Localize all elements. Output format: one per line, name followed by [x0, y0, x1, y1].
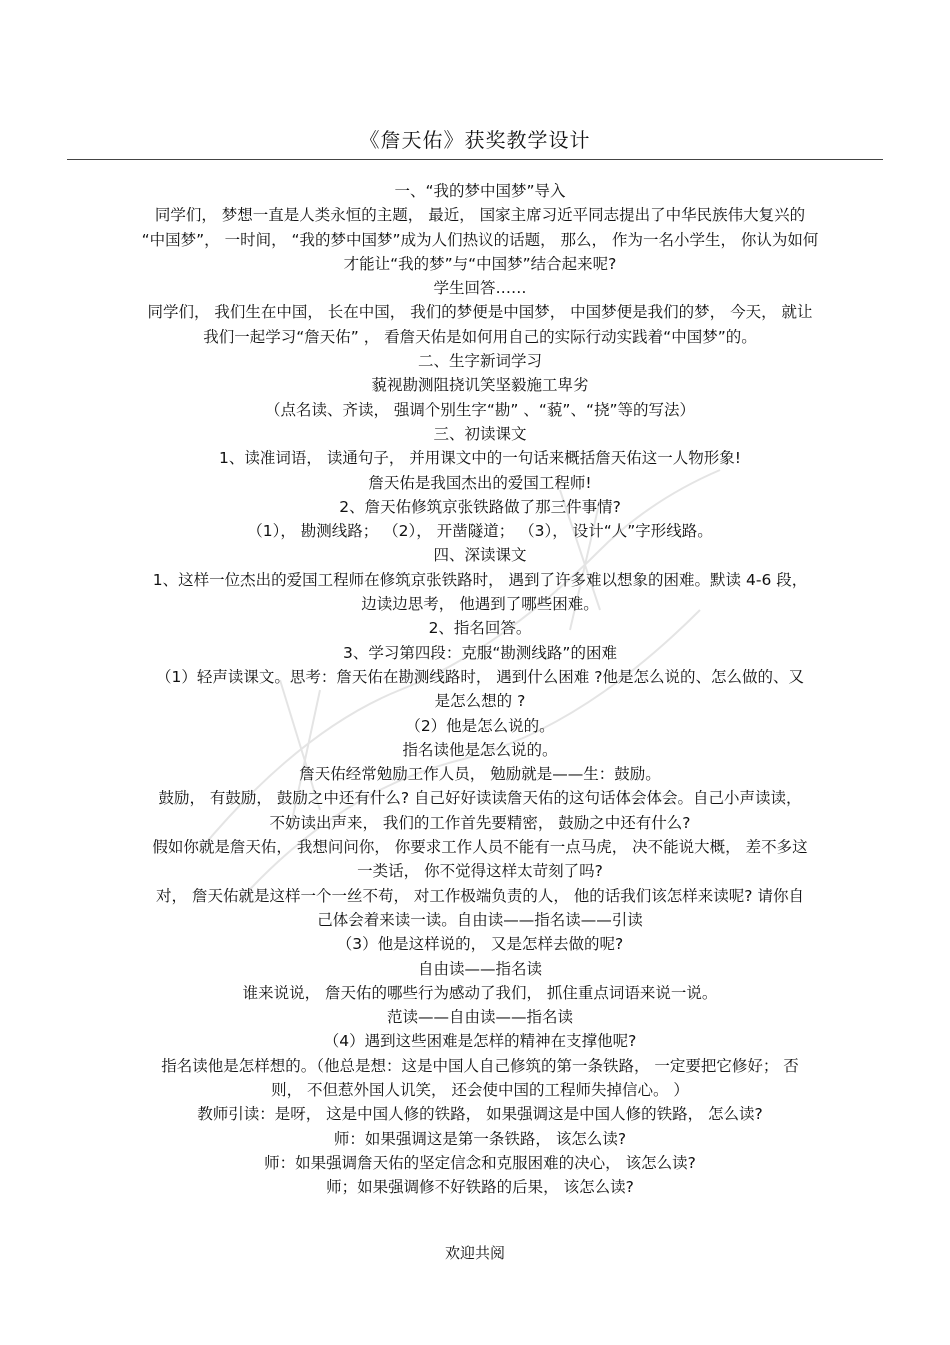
- text-line: 一类话， 你不觉得这样太苛刻了吗?: [357, 862, 603, 881]
- title-divider: [67, 159, 883, 160]
- text-line: 指名读他是怎么说的。: [402, 740, 558, 759]
- text-line: 谁来说说， 詹天佑的哪些行为感动了我们， 抓住重点词语来说一说。: [242, 983, 718, 1002]
- text-line: 詹天佑经常勉励工作人员， 勉励就是——生：鼓励。: [299, 765, 661, 784]
- text-line: 范读——自由读——指名读: [386, 1008, 573, 1027]
- text-line: 对， 詹天佑就是这样一个一丝不苟， 对工作极端负责的人， 他的话我们该怎样来读呢? 请你自: [156, 886, 804, 905]
- text-line: （1）轻声读课文。思考：詹天佑在勘测线路时， 遇到什么困难 ?他是怎么说的、怎么做的、又: [156, 667, 804, 686]
- text-line: 2、指名回答。: [428, 619, 532, 638]
- document-title: 《詹天佑》获奖教学设计: [359, 128, 591, 152]
- text-line: （3）他是这样说的， 又是怎样去做的呢?: [336, 935, 624, 954]
- document-body: [75, 179, 885, 1199]
- text-line: 自由读——指名读: [417, 959, 542, 978]
- text-line: 詹天佑是我国杰出的爱国工程师!: [368, 473, 592, 492]
- text-line: 则， 不但惹外国人讥笑， 还会使中国的工程师失掉信心。 ）: [271, 1080, 689, 1099]
- text-line: 同学们， 梦想一直是人类永恒的主题， 最近， 国家主席习近平同志提出了中华民族伟大复兴的: [154, 206, 806, 225]
- text-line: 2、詹天佑修筑京张铁路做了那三件事情?: [339, 497, 621, 516]
- text-line: （1）， 勘测线路； （2）， 开凿隧道； （3）， 设计“人”字形线路。: [247, 522, 713, 541]
- text-line: 藐视勘测阻挠讥笑坚毅施工卑劣: [371, 376, 589, 395]
- text-line: （4）遇到这些困难是怎样的精神在支撑他呢?: [323, 1032, 637, 1051]
- text-line: 三、初读课文: [433, 424, 527, 443]
- text-line: 指名读他是怎样想的。（他总是想：这是中国人自己修筑的第一条铁路， 一定要把它修好； 否: [161, 1056, 799, 1075]
- text-line: 才能让“我的梦”与“中国梦”结合起来呢?: [343, 254, 617, 273]
- text-line: 一、“我的梦中国梦”导入: [394, 182, 566, 200]
- page-footer: 欢迎共阅: [444, 1244, 505, 1262]
- text-line: 同学们， 我们生在中国， 长在中国， 我们的梦便是中国梦， 中国梦便是我们的梦， 今天， 就让: [147, 303, 813, 322]
- text-line: （2）他是怎么说的。: [405, 716, 555, 735]
- text-line: 学生回答……: [433, 279, 527, 298]
- text-line: 1、这样一位杰出的爱国工程师在修筑京张铁路时， 遇到了许多难以想象的困难。默读 4-6 段，: [152, 570, 808, 589]
- text-line: 二、生字新词学习: [417, 352, 542, 371]
- text-line: 我们一起学习“詹天佑” ， 看詹天佑是如何用自己的实际行动实践着“中国梦”的。: [203, 327, 757, 346]
- text-line: “中国梦”， 一时间， “我的梦中国梦”成为人们热议的话题， 那么， 作为一名小学生， 你认为如何: [141, 230, 819, 249]
- text-line: 鼓励， 有鼓励， 鼓励之中还有什么? 自己好好读读詹天佑的这句话体会体会。自己小声读读，: [158, 789, 802, 808]
- text-line: 师：如果强调詹天佑的坚定信念和克服困难的决心， 该怎么读?: [264, 1153, 696, 1172]
- text-line: 是怎么想的 ?: [434, 692, 526, 711]
- text-line: 四、深读课文: [433, 546, 527, 565]
- text-line: （点名读、齐读， 强调个别生字“勘” 、“藐”、“挠”等的写法）: [264, 400, 696, 419]
- text-line: 3、学习第四段：克服“勘测线路”的困难: [343, 643, 617, 662]
- text-line: 教师引读：是呀， 这是中国人修的铁路， 如果强调这是中国人修的铁路， 怎么读?: [197, 1105, 763, 1124]
- text-line: 假如你就是詹天佑， 我想问问你， 你要求工作人员不能有一点马虎， 决不能说大概， 差不多这: [152, 838, 808, 857]
- text-line: 师；如果强调修不好铁路的后果， 该怎么读?: [326, 1178, 634, 1197]
- text-line: 师：如果强调这是第一条铁路， 该怎么读?: [333, 1129, 627, 1148]
- text-line: 不妨读出声来， 我们的工作首先要精密， 鼓励之中还有什么?: [269, 813, 691, 832]
- text-line: 边读边思考， 他遇到了哪些困难。: [361, 595, 599, 614]
- text-line: 己体会着来读一读。自由读——指名读——引读: [317, 910, 643, 929]
- text-line: 1、读准词语， 读通句子， 并用课文中的一句话来概括詹天佑这一人物形象!: [219, 449, 741, 468]
